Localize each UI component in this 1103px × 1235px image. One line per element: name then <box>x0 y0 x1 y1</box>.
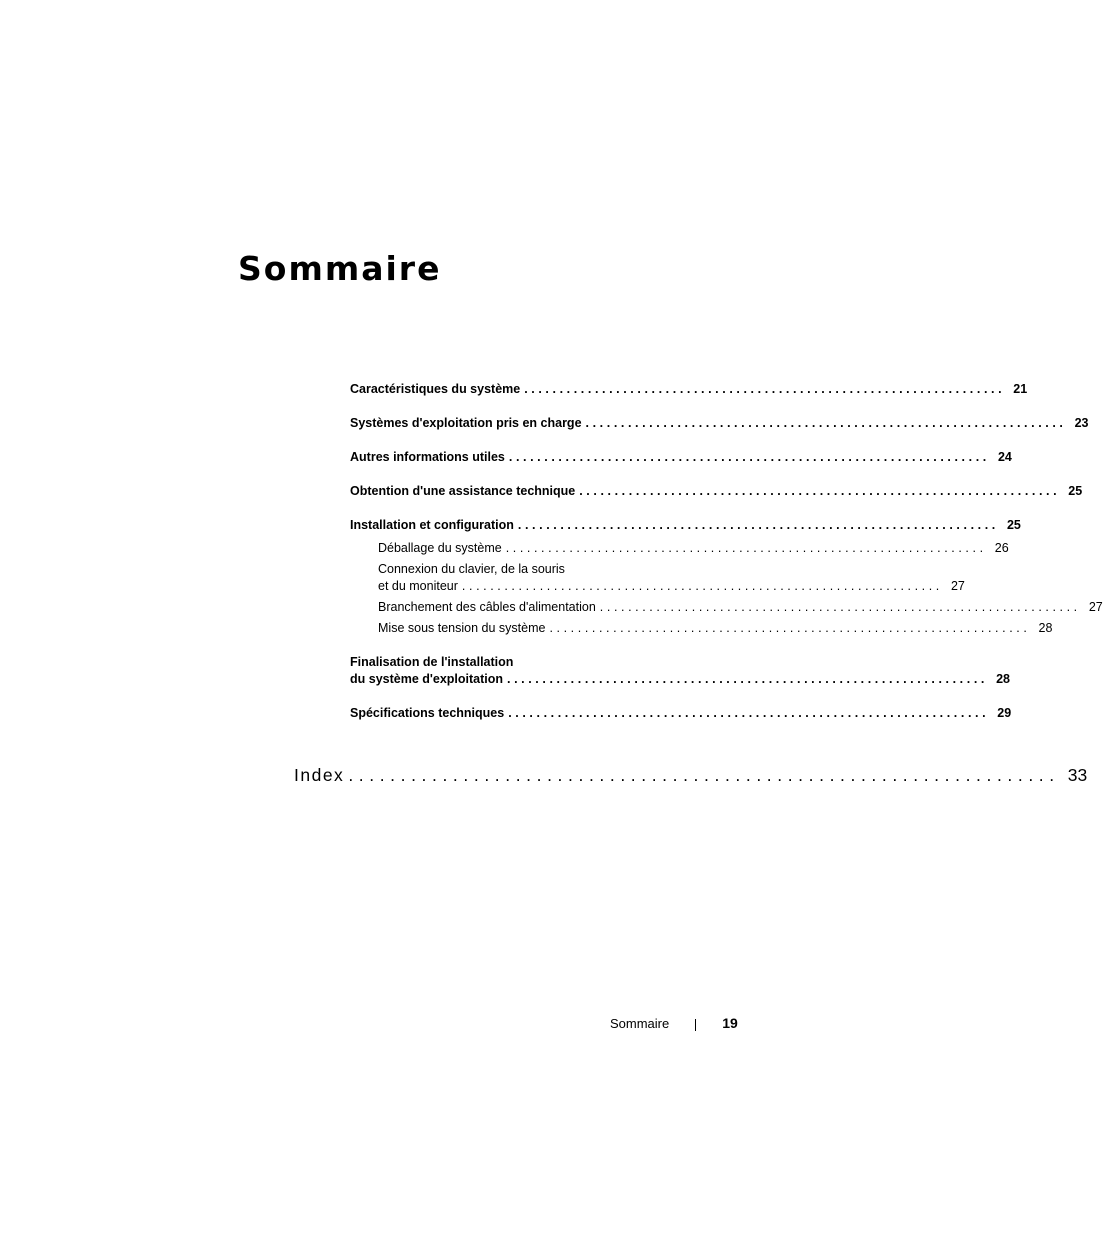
toc-entry-label-line2: et du moniteur <box>378 579 458 593</box>
toc-leader: .................................................................... <box>348 765 1060 785</box>
toc-entry[interactable] <box>350 705 1012 722</box>
toc-entry-page: 27 <box>1088 600 1103 614</box>
toc-entry-page: 27 <box>950 579 965 593</box>
toc-entry-page: 28 <box>996 672 1010 686</box>
toc-entry-label-line2: du système d'exploitation <box>350 672 504 686</box>
toc-entry-label-line1: Connexion du clavier, de la souris <box>378 562 565 576</box>
toc-entry-page: 26 <box>994 541 1009 555</box>
toc-leader: .................................................................... <box>505 541 987 555</box>
footer-page-number: 19 <box>722 1015 738 1031</box>
toc-entry[interactable] <box>350 381 1028 398</box>
toc-subentry[interactable] <box>350 540 1009 557</box>
page-title: Sommaire <box>238 249 442 288</box>
toc-entry[interactable] <box>350 517 1021 534</box>
toc-leader: .................................................................... <box>507 672 988 686</box>
toc-entry-label: Caractéristiques du système <box>350 382 521 396</box>
toc-leader: .................................................................... <box>549 621 1031 635</box>
toc-entry-label: Obtention d'une assistance technique <box>350 484 576 498</box>
toc-subentry[interactable] <box>350 599 1103 616</box>
toc-entry-label: Systèmes d'exploitation pris en charge <box>350 416 582 430</box>
toc-leader: .................................................................... <box>585 416 1067 430</box>
toc-entry-page: 24 <box>997 450 1012 464</box>
toc-entry-page: 25 <box>1006 518 1021 532</box>
footer-section-title: Sommaire <box>610 1015 670 1031</box>
toc-leader: .................................................................... <box>508 706 990 720</box>
toc-entry-page: 29 <box>997 706 1012 720</box>
toc-leader: .................................................................... <box>461 579 943 593</box>
toc-leader: .................................................................... <box>599 600 1081 614</box>
toc-entry-label: Mise sous tension du système <box>378 621 546 635</box>
toc-entry-page: 28 <box>1038 621 1053 635</box>
toc-leader: .................................................................... <box>508 450 990 464</box>
toc-entry-label: Spécifications techniques <box>350 706 505 720</box>
toc-entry[interactable] <box>350 449 1012 466</box>
toc-entry-page: 23 <box>1074 416 1089 430</box>
toc-entry-label: Installation et configuration <box>350 518 514 532</box>
toc-subentry[interactable] <box>350 620 1053 637</box>
toc-entry-label: Déballage du système <box>378 541 502 555</box>
toc-leader: .................................................................... <box>517 518 999 532</box>
toc-leader: .................................................................... <box>524 382 1006 396</box>
toc-entry-page: 21 <box>1013 382 1028 396</box>
toc-entry[interactable] <box>350 654 1010 688</box>
index-page: 33 <box>1067 765 1088 785</box>
page-footer <box>610 1015 738 1031</box>
toc-entry[interactable] <box>350 415 1089 432</box>
table-of-contents <box>350 381 1103 739</box>
toc-entry[interactable] <box>350 483 1083 500</box>
toc-entry-label-line1: Finalisation de l'installation <box>350 655 514 669</box>
toc-subentry[interactable] <box>350 561 965 595</box>
toc-index-entry[interactable] <box>294 765 1088 786</box>
toc-entry-label: Branchement des câbles d'alimentation <box>378 600 596 614</box>
toc-leader: .................................................................... <box>579 484 1061 498</box>
toc-entry-label: Autres informations utiles <box>350 450 505 464</box>
index-label: Index <box>294 765 345 785</box>
footer-divider <box>695 1019 696 1031</box>
toc-entry-page: 25 <box>1068 484 1083 498</box>
